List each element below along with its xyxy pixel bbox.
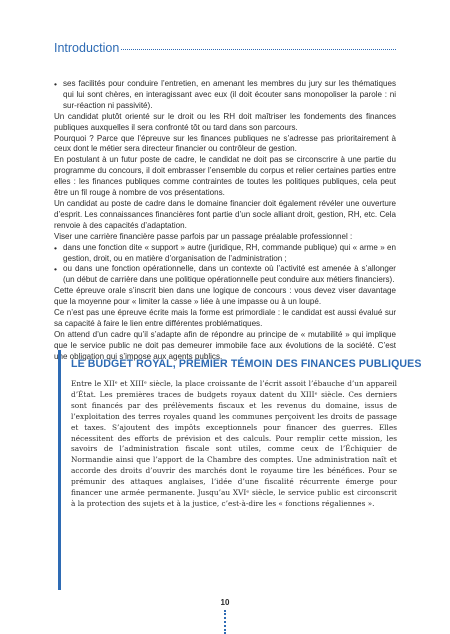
box-text <box>71 379 397 510</box>
sidebar-box <box>58 350 422 590</box>
paragraph: Un candidat plutôt orienté sur le droit ou les RH doit maîtriser les fondements des finances publiques auxquelles il sera confronté tôt ou tard dans son parcours. <box>54 111 396 132</box>
paragraph: Viser une carrière financière passe parfois par un passage préalable professionnel : <box>54 231 353 241</box>
paragraph: En postulant à un futur poste de cadre, le candidat ne doit pas se circonscrire à une partie du programme du concours, il doit embrasser l’ensemble du corpus et relier certaines parties entre elles : les finances publiques comme contraintes de toutes les politiques publiques, cela peut être un fil rouge à nombre de vos présentations. <box>54 155 396 198</box>
paragraph: On attend d’un cadre qu’il s’adapte afin de répondre au principe de « mutabilité » qui implique que le service public ne doit pas demeurer immobile face aux évolutions de la société. C’est une obligation qui s’impose aux agents publics. <box>54 329 396 361</box>
body-text <box>54 79 396 363</box>
bullet-item: • dans une fonction dite « support » autre (juridique, RH, commande publique) qui « arme » en gestion, droit, ou en matière d’organisation de l’administration ; <box>54 243 396 265</box>
paragraph: Ce n’est pas une épreuve écrite mais la forme est primordiale : le candidat est aussi évalué sur sa capacité à faire le lien entre différentes problématiques. <box>54 308 396 328</box>
paragraph: Un candidat au poste de cadre dans le domaine financier doit également révéler une ouverture d’esprit. Les connaissances financières font partie d’un socle alliant droit, gestion, RH, etc. Cela renvoie à des capacités d’adaptation. <box>54 198 396 230</box>
bullet-item: • ses facilités pour conduire l’entretien, en amenant les membres du jury sur les thématiques qui lui sont chères, en interagissant avec eux (il doit écouter sans monopoliser la parole : ni sur-réaction ni passivité). <box>54 79 396 112</box>
paragraph: Pourquoi ? Parce que l’épreuve sur les finances publiques ne s’adresse pas prioritairement à ceux dont le métier sera directeur financier ou contrôleur de gestion. <box>54 133 396 154</box>
header-dotted-leader <box>121 49 396 50</box>
page-dotted-rule <box>224 610 226 634</box>
page-number: 10 <box>220 598 230 607</box>
box-title: LE BUDGET ROYAL, PREMIER TÉMOIN DES FINANCES PUBLIQUES <box>71 358 422 370</box>
bullet-item: • ou dans une fonction opérationnelle, dans un contexte où l’activité est amenée à s’allonger (un début de carrière dans une politique opérationnelle peut conduire aux métiers financiers). <box>54 264 396 286</box>
paragraph: Cette épreuve orale s’inscrit bien dans une logique de concours : vous devez viser davantage que la moyenne pour « limiter la casse » liée à une impasse ou à un loupé. <box>54 286 396 307</box>
running-header <box>54 41 396 55</box>
section-title: Introduction <box>54 41 120 55</box>
box-paragraph: Entre le XIIᵉ et XIIIᵉ siècle, la place croissante de l’écrit assoit l’ébauche d’un appareil d’État. Les premières traces de budgets royaux datent du XIIIᵉ siècle. Ces derniers sont financés par des prélèvements fiscaux et les revenus du domaine, issus de l’exploitation des terres royales quand les communes perçoivent les droits de passage et taxes. S’ajoutent des impôts exceptionnels pour financer des guerres. Elles nécessitent des efforts de prévision et des calculs. Pour remplir cette mission, les savoirs de l’administration fiscale sont utiles, comme ceux de l’Échiquier de Normandie ainsi que l’apport de la Chambre des comptes. Une administration naît et accorde des droits d’ouvrir des marchés dont le royaume tire les bénéfices. Pour se prémunir des attaques anglaises, l’idée d’une fiscalité récurrente émerge pour financer une armée permanente. Jusqu’au XVIᵉ siècle, le service public est circonscrit à la protection des sujets et à la justice, c’est-à-dire les « fonctions régaliennes ». <box>71 379 397 508</box>
